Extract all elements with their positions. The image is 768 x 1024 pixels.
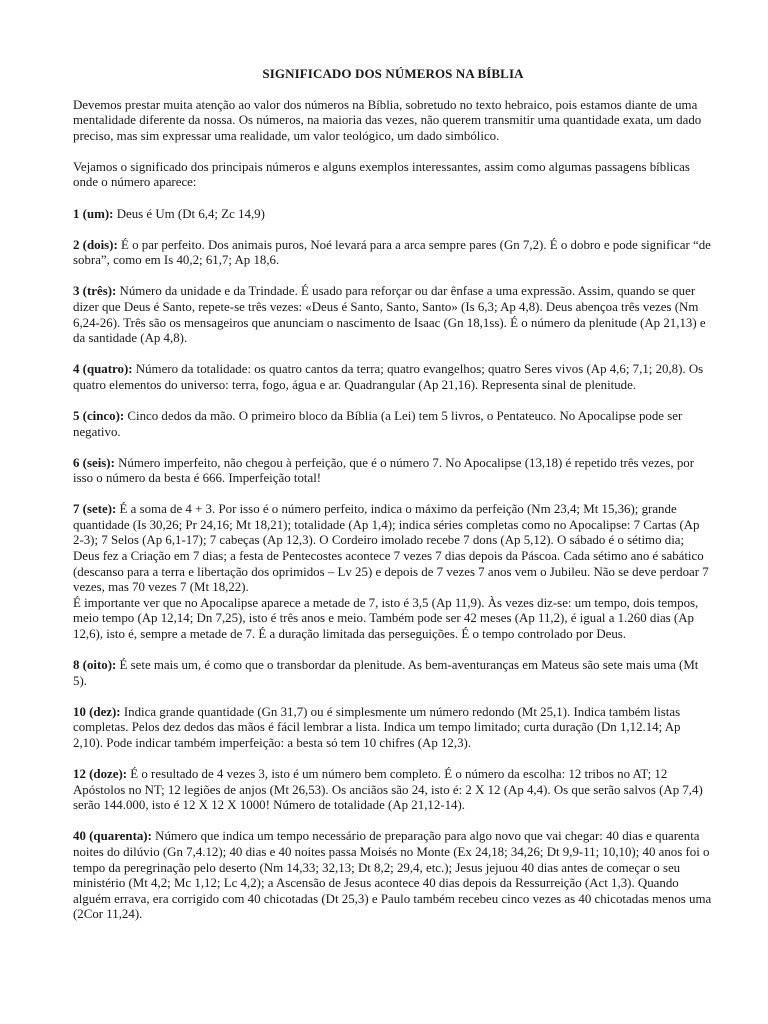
entry-10	[73, 705, 713, 752]
document-title: SIGNIFICADO DOS NÚMEROS NA BÍBLIA	[262, 66, 524, 81]
entry-label: 8 (oito):	[73, 658, 117, 673]
entry-text: É a soma de 4 + 3. Por isso é o número perfeito, indica o máximo da perfeição (Nm 23,4; Mt 15,36); grande quantidade (Is 30,26; Pr 24,16; Mt 18,21); totalidade (Ap 1,4); indica séries completas como no Apocalipse: 7 Cartas (Ap 2-3); 7 Selos (Ap 6,1-17); 7 cabeças (Ap 12,3). O Cordeiro imolado recebe 7 dons (Ap 5,12). O sábado é o sétimo dia; Deus fez a Criação em 7 dias; a festa de Pentecostes acontece 7 vezes 7 dias depois da Páscoa. Cada sétimo ano é sabático (descanso para a terra e libertação dos oprimidos – Lv 25) e depois de 7 vezes 7 anos vem o Jubileu. Não se deve perdoar 7 vezes, mas 70 vezes 7 (Mt 18,22).	[73, 502, 709, 595]
entry-label: 2 (dois):	[73, 237, 118, 252]
entry-label: 4 (quatro):	[73, 362, 133, 377]
entry-label: 5 (cinco):	[73, 408, 125, 423]
entry-label: 40 (quarenta):	[73, 829, 152, 844]
entry-text: Deus é Um (Dt 6,4; Zc 14,9)	[113, 206, 265, 221]
document-page	[73, 66, 713, 938]
entry-text: Cinco dedos da mão. O primeiro bloco da Bíblia (a Lei) tem 5 livros, o Pentateuco. No Apocalipse pode ser negativo.	[73, 408, 683, 439]
entry-text: Número que indica um tempo necessário de preparação para algo novo que vai chegar: 40 dias e quarenta noites do dilúvio (Gn 7,4.12); 40 dias e 40 noites passa Moisés no Monte (Ex 24,18; 34,26; Dt 9,9-11; 10,10); 40 anos foi o tempo da peregrinação pelo deserto (Nm 14,33; 32,13; Dt 8,2; 29,4, etc.); Jesus jejuou 40 dias antes de começar o seu ministério (Mt 4,2; Mc 1,12; Lc 4,2); a Ascensão de Jesus acontece 40 dias depois da Ressurreição (Act 1,3). Quando alguém errava, era corrigido com 40 chicotadas (Dt 25,3) e Paulo também recebeu cinco vezes as 40 chicotadas menos uma (2Cor 11,24).	[73, 829, 712, 922]
entry-text: Indica grande quantidade (Gn 31,7) ou é simplesmente um número redondo (Mt 25,1). Indica também listas completas. Pelos dez dedos das mãos é fácil lembrar a lista. Indica um tempo limitado; curta duração (Dn 1,12.14; Ap 2,10). Pode indicar também imperfeição: a besta só tem 10 chifres (Ap 12,3).	[73, 704, 681, 750]
entry-12	[73, 767, 713, 814]
entry-label: 7 (sete):	[73, 502, 117, 517]
entry-label: 1 (um):	[73, 206, 114, 221]
entry-2	[73, 238, 713, 269]
entry-label: 12 (doze):	[73, 767, 128, 782]
entry-label: 3 (três):	[73, 284, 117, 299]
entry-text: Número imperfeito, não chegou à perfeição, que é o número 7. No Apocalipse (13,18) é repetido três vezes, por isso o número da besta é 666. Imperfeição total!	[73, 455, 695, 486]
entry-5	[73, 409, 713, 440]
entry-text: Número da totalidade: os quatro cantos da terra; quatro evangelhos; quatro Seres vivos (Ap 4,6; 7,1; 20,8). Os quatro elementos do universo: terra, fogo, água e ar. Quadrangular (Ap 21,16). Representa sinal de plenitude.	[73, 362, 704, 392]
entry-3	[73, 284, 713, 346]
entry-7	[73, 502, 713, 642]
entry-label: 10 (dez):	[73, 704, 121, 719]
intro-paragraph-1: Devemos prestar muita atenção ao valor dos números na Bíblia, sobretudo no texto hebraico, pois estamos diante de uma mentalidade diferente da nossa. Os números, na maioria das vezes, não querem transmitir uma quantidade exata, um dado preciso, mas sim expressar uma realidade, um valor teológico, um dado simbólico.	[73, 97, 702, 143]
entry-40	[73, 829, 713, 923]
entry-6	[73, 456, 713, 487]
entry-label: 6 (seis):	[73, 455, 115, 470]
entry-8	[73, 658, 713, 689]
entry-text: É sete mais um, é como que o transbordar da plenitude. As bem-aventuranças em Mateus são sete mais uma (Mt 5).	[73, 658, 699, 688]
entry-text: É o par perfeito. Dos animais puros, Noé levará para a arca sempre pares (Gn 7,2). É o dobro e pode significar “de sobra”, como em Is 40,2; 61,7; Ap 18,6.	[73, 237, 711, 268]
entry-1	[73, 207, 713, 223]
entry-4	[73, 362, 713, 393]
intro-paragraph-2: Vejamos o significado dos principais números e alguns exemplos interessantes, assim como algumas passagens bíblicas onde o número aparece:	[73, 159, 690, 190]
entry-text-continued: É importante ver que no Apocalipse aparece a metade de 7, isto é 3,5 (Ap 11,9). Às vezes diz-se: um tempo, dois tempos, meio tempo (Ap 12,14; Dn 7,25), isto é três anos e meio. Também pode ser 42 meses (Ap 11,2), é igual a 1.260 dias (Ap 12,6), isto é, sempre a metade de 7. É a duração limitada das perseguições. É o tempo controlado por Deus.	[73, 595, 699, 642]
entry-text: Número da unidade e da Trindade. É usado para reforçar ou dar ênfase a uma expressão. Assim, quando se quer dizer que Deus é Santo, repete-se três vezes: «Deus é Santo, Santo, Santo» (Is 6,3; Ap 4,8). Deus abençoa três vezes (Nm 6,24-26). Três são os mensageiros que anunciam o nascimento de Isaac (Gn 18,1ss). É o número da plenitude (Ap 21,13) e da santidade (Ap 4,8).	[73, 284, 706, 346]
entry-text: É o resultado de 4 vezes 3, isto é um número bem completo. É o número da escolha: 12 tribos no AT; 12 Apóstolos no NT; 12 legiões de anjos (Mt 26,53). Os anciãos são 24, isto é: 2 X 12 (Ap 4,4). Os que serão salvos (Ap 7,4) serão 144.000, isto é 12 X 12 X 1000! Número de totalidade (Ap 21,12-14).	[73, 767, 703, 813]
